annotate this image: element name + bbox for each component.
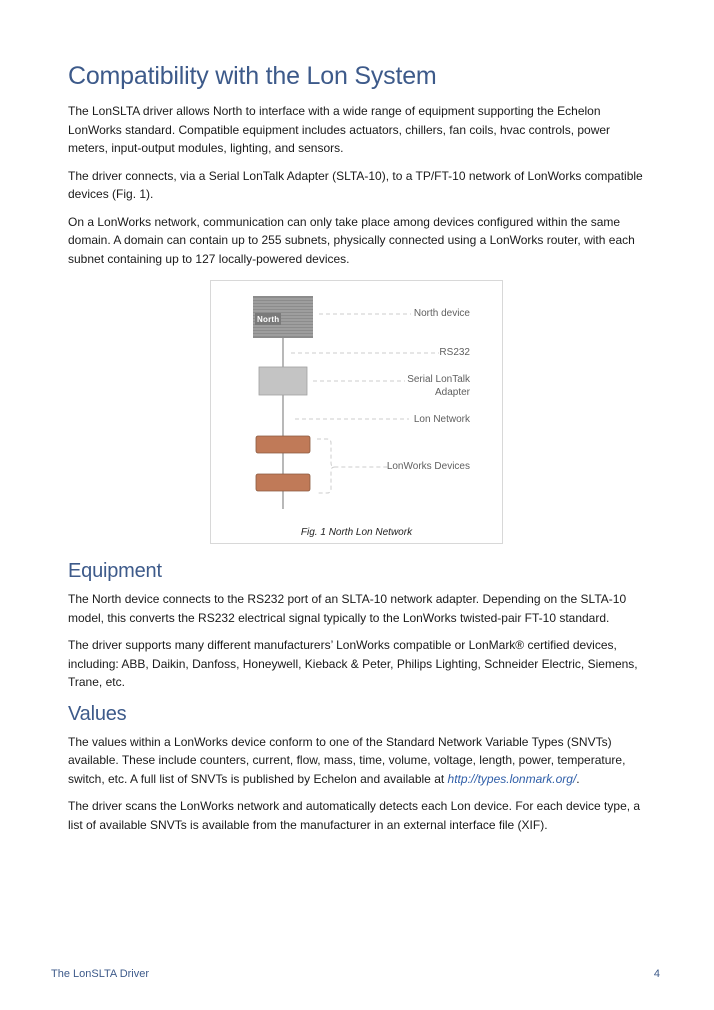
footer-document-title: The LonSLTA Driver [51,968,150,980]
paragraph: On a LonWorks network, communication can only take place among devices configured within the same domain. A domain can contain up to 255 subnets, physically connected using a LonWorks router, with each subnet containing up to 127 locally-powered devices. [68,214,635,266]
label-serial-lontalk-adapter [407,373,470,399]
footer-page-number: 4 [653,968,660,980]
serial-lontalk-adapter-box [259,367,307,395]
section-heading-values: Values [68,702,127,725]
paragraph: The driver scans the LonWorks network and automatically detects each Lon device. For each device type, a list of available SNVTs is available from the manufacturer in an external interface file (XIF). [68,799,641,832]
figure-caption: Fig. 1 North Lon Network [300,527,413,538]
devices-bracket [317,439,389,493]
label-adapter-line2: Adapter [434,387,470,398]
label-north-device: North device [413,308,470,319]
lonworks-device-box [256,436,310,453]
north-logo-text: North [257,315,280,324]
snvt-list-link[interactable]: http://types.lonmark.org/ [447,771,577,786]
label-rs232: RS232 [439,347,470,358]
lonworks-device-box [256,474,310,491]
paragraph: The North device connects to the RS232 port of an SLTA-10 network adapter. Depending on the SLTA-10 model, this converts the RS232 electrical signal typically to the LonWorks twisted-pair FT-10 standard. [68,592,627,625]
network-diagram [211,281,502,543]
label-lon-network: Lon Network [413,414,470,425]
document-page [68,60,648,843]
section-heading-compatibility: Compatibility with the Lon System [68,62,437,90]
paragraph: The driver supports many different manufacturers’ LonWorks compatible or LonMark® certified devices, including: ABB, Daikin, Danfoss, Honeywell, Kieback & Peter, Philips Lighting, Schneider Electric, Siemens, Trane, etc. [68,638,638,689]
label-adapter-line1: Serial LonTalk [407,374,470,385]
link-suffix: . [576,771,580,786]
label-lonworks-devices: LonWorks Devices [386,461,470,472]
network-diagram-figure [210,280,503,544]
values-paragraph-text: The values within a LonWorks device conform to one of the Standard Network Variable Types (SNVTs) available. These include counters, current, flow, mass, time, volume, voltage, length, power, temperature, switch, etc. A full list of SNVTs is published by Echelon and available at [68,734,626,786]
paragraph: The LonSLTA driver allows North to interface with a wide range of equipment supporting the Echelon LonWorks standard. Compatible equipment includes actuators, chillers, fan coils, hvac controls, power meters, input-output modules, lighting, and sensors. [68,104,611,155]
paragraph [68,733,648,789]
paragraph: The driver connects, via a Serial LonTalk Adapter (SLTA-10), to a TP/FT-10 network of LonWorks compatible devices (Fig. 1). [68,168,643,201]
section-heading-equipment: Equipment [68,560,162,582]
